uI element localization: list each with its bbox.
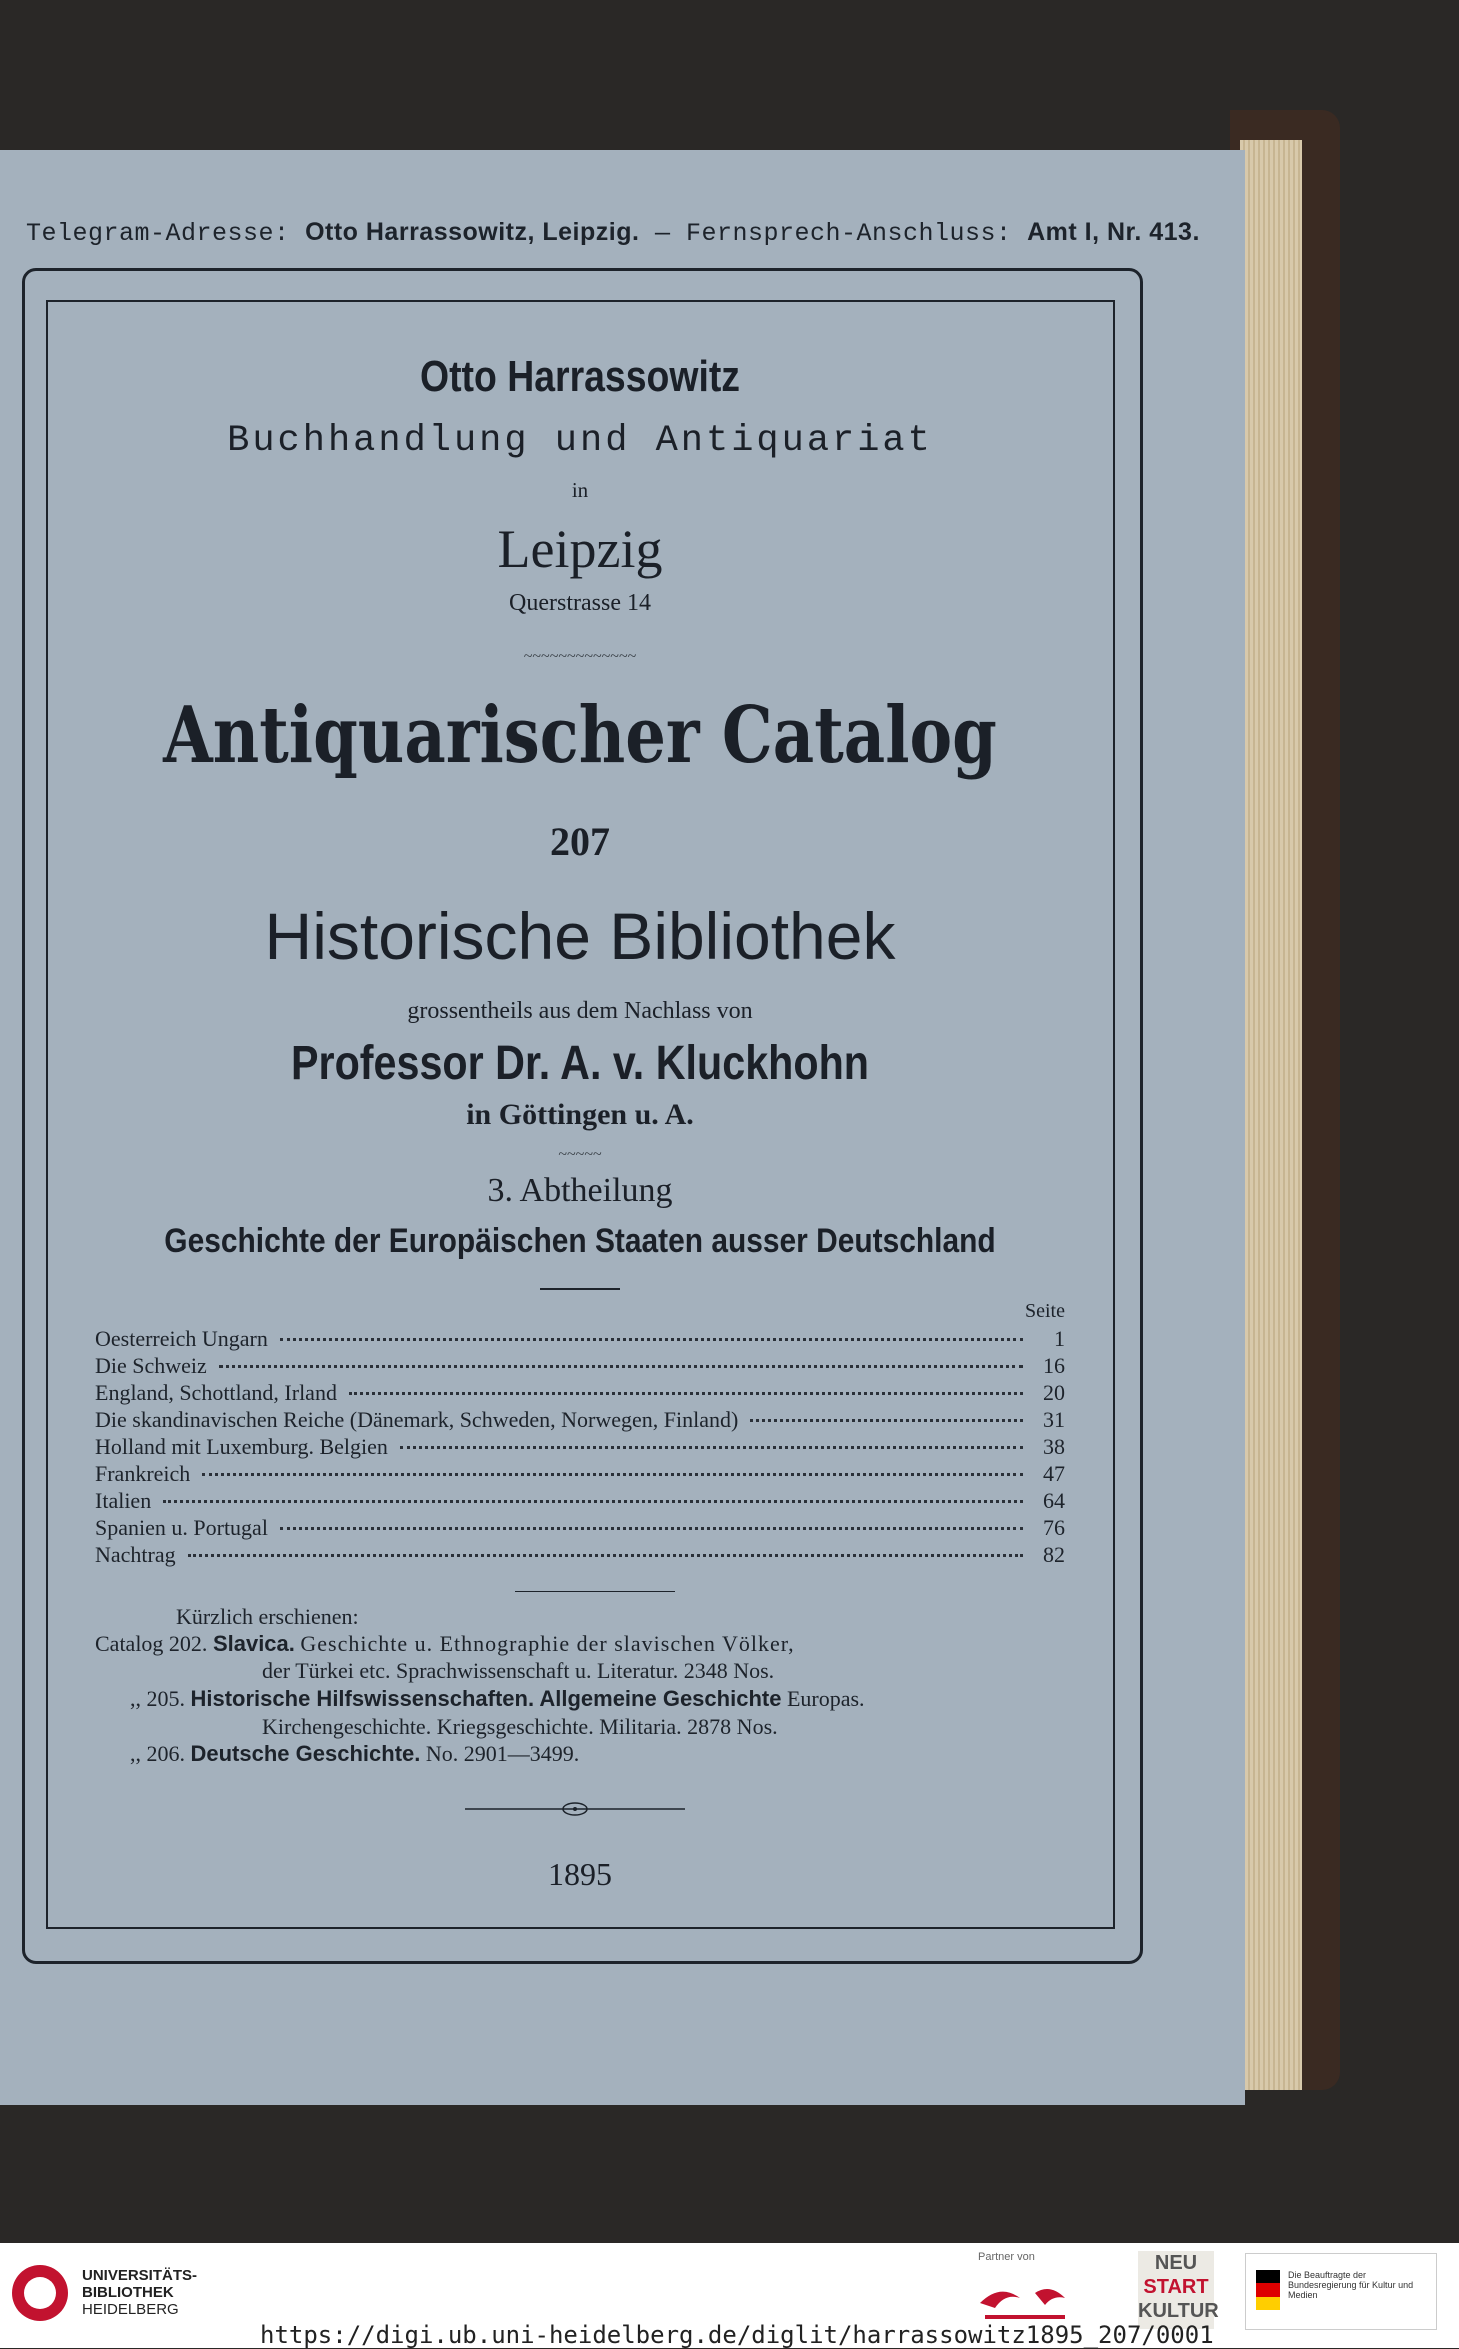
heidelberg-seal-icon <box>10 2263 70 2323</box>
dfg-partner-icon[interactable] <box>975 2273 1085 2323</box>
toc-label: Frankreich <box>95 1461 191 1486</box>
business-line: Buchhandlung und Antiquariat <box>227 420 933 462</box>
toc-row <box>95 1380 1065 1406</box>
part-title: Geschichte der Europäischen Staaten ausser Deutschland <box>164 1222 996 1260</box>
toc-page: 47 <box>1043 1461 1065 1486</box>
leader-dots <box>280 1527 1023 1530</box>
toc-page: 31 <box>1043 1407 1065 1432</box>
viewer-footer <box>0 2243 1459 2348</box>
leader-dots <box>202 1473 1023 1476</box>
city-name: Leipzig <box>497 519 663 579</box>
phone-label: Fernsprech-Anschluss: <box>685 219 1012 248</box>
recent-205 <box>130 1686 865 1712</box>
toc-row <box>95 1353 1065 1379</box>
toc-label: Nachtrag <box>95 1542 176 1567</box>
toc-page: 20 <box>1043 1380 1065 1405</box>
catalog-202-title: Slavica. <box>212 1631 295 1656</box>
library-name-line1: UNIVERSITÄTS- <box>82 2267 198 2284</box>
toc-label: Holland mit Luxemburg. Belgien <box>95 1434 388 1459</box>
partner-label: Partner von <box>978 2251 1035 2263</box>
bkm-text: Die Beauftragte der Bundesregierung für Kultur und Medien <box>1288 2270 1414 2300</box>
toc-row <box>95 1326 1065 1352</box>
catalog-title: Antiquarischer Catalog <box>163 690 997 781</box>
toc-label: Die skandinavischen Reiche (Dänemark, Schweden, Norwegen, Finland) <box>95 1407 739 1432</box>
leader-dots <box>400 1446 1023 1449</box>
toc-row <box>95 1542 1065 1568</box>
neustart-line2: START <box>1143 2276 1209 2298</box>
bkm-logo[interactable] <box>1245 2253 1437 2330</box>
wave-ornament-mid: ~~~~~ <box>558 1146 602 1163</box>
toc-row <box>95 1461 1065 1487</box>
toc-page: 16 <box>1043 1353 1065 1378</box>
recent-heading: Kürzlich erschienen: <box>176 1604 359 1629</box>
leader-dots <box>188 1554 1023 1557</box>
part-number: 3. Abtheilung <box>487 1172 673 1209</box>
neustart-line3: KULTUR <box>1138 2300 1219 2322</box>
catalog-202-prefix: Catalog 202. <box>95 1631 208 1656</box>
telegram-line <box>26 218 1200 248</box>
telegram-prefix: Telegram-Adresse: <box>26 219 290 248</box>
toc-row <box>95 1488 1065 1514</box>
address: Querstrasse 14 <box>509 590 651 616</box>
publisher-name: Otto Harrassowitz <box>419 352 741 401</box>
toc-page: 38 <box>1043 1434 1065 1459</box>
year: 1895 <box>548 1856 612 1892</box>
catalog-202-line2: der Türkei etc. Sprachwissenschaft u. Literatur. 2348 Nos. <box>262 1658 775 1683</box>
leader-dots <box>750 1419 1023 1422</box>
wave-ornament-top: ~~~~~~~~~~~~~ <box>523 648 637 665</box>
toc-label: Spanien u. Portugal <box>95 1515 268 1540</box>
catalog-206-prefix: ,, 206. <box>130 1741 185 1766</box>
recent-206 <box>130 1741 579 1767</box>
catalog-206-title: Deutsche Geschichte. <box>190 1741 421 1766</box>
toc-page: 76 <box>1043 1515 1065 1540</box>
toc-page: 64 <box>1043 1488 1065 1513</box>
phone-value: Amt I, Nr. 413. <box>1027 218 1200 246</box>
toc-label: Die Schweiz <box>95 1353 207 1378</box>
catalog-number: 207 <box>550 819 610 864</box>
catalog-205-desc: Europas. <box>786 1686 865 1711</box>
library-name-line2: BIBLIOTHEK <box>82 2284 174 2301</box>
federal-eagle-icon <box>1256 2270 1280 2310</box>
toc-label: Oesterreich Ungarn <box>95 1326 268 1351</box>
catalog-subject: Historische Bibliothek <box>264 899 896 973</box>
source-line: grossentheils aus dem Nachlass von <box>407 998 753 1024</box>
catalog-205-prefix: ,, 205. <box>130 1686 185 1711</box>
permalink-url[interactable]: https://digi.ub.uni-heidelberg.de/diglit/harrassowitz1895_207/0001 <box>260 2321 1214 2349</box>
in-word: in <box>571 478 589 502</box>
scroll-ornament <box>465 1800 685 1818</box>
telegram-name: Otto Harrassowitz, Leipzig. <box>305 218 640 246</box>
toc-page: 82 <box>1043 1542 1065 1567</box>
neustart-line1: NEU <box>1154 2252 1198 2274</box>
library-name-line3: HEIDELBERG <box>82 2301 179 2318</box>
catalog-205-title: Historische Hilfswissenschaften. Allgemeine Geschichte <box>190 1686 782 1711</box>
toc-label: Italien <box>95 1488 152 1513</box>
toc-row <box>95 1407 1065 1433</box>
person-name: Professor Dr. A. v. Kluckhohn <box>290 1037 870 1090</box>
page-stack <box>1240 140 1302 2090</box>
leader-dots <box>349 1392 1023 1395</box>
divider-short <box>540 1288 620 1290</box>
toc-row <box>95 1515 1065 1541</box>
leader-dots <box>219 1365 1023 1368</box>
toc-page: 1 <box>1054 1326 1065 1351</box>
toc-label: England, Schottland, Irland <box>95 1380 337 1405</box>
place-line: in Göttingen u. A. <box>466 1098 694 1131</box>
divider-toc <box>515 1591 675 1592</box>
recent-202 <box>95 1631 795 1657</box>
catalog-202-desc: Geschichte u. Ethnographie der slavischen Völker, <box>300 1631 795 1656</box>
catalog-205-line2: Kirchengeschichte. Kriegsgeschichte. Militaria. 2878 Nos. <box>262 1714 778 1739</box>
catalog-206-desc: No. 2901—3499. <box>425 1741 580 1766</box>
telegram-dash: — <box>654 219 671 248</box>
neustart-kultur-logo[interactable] <box>1138 2251 1219 2329</box>
toc-row <box>95 1434 1065 1460</box>
heidelberg-logo[interactable] <box>10 2263 210 2323</box>
leader-dots <box>163 1500 1023 1503</box>
leader-dots <box>280 1338 1023 1341</box>
toc-header: Seite <box>1025 1300 1065 1322</box>
